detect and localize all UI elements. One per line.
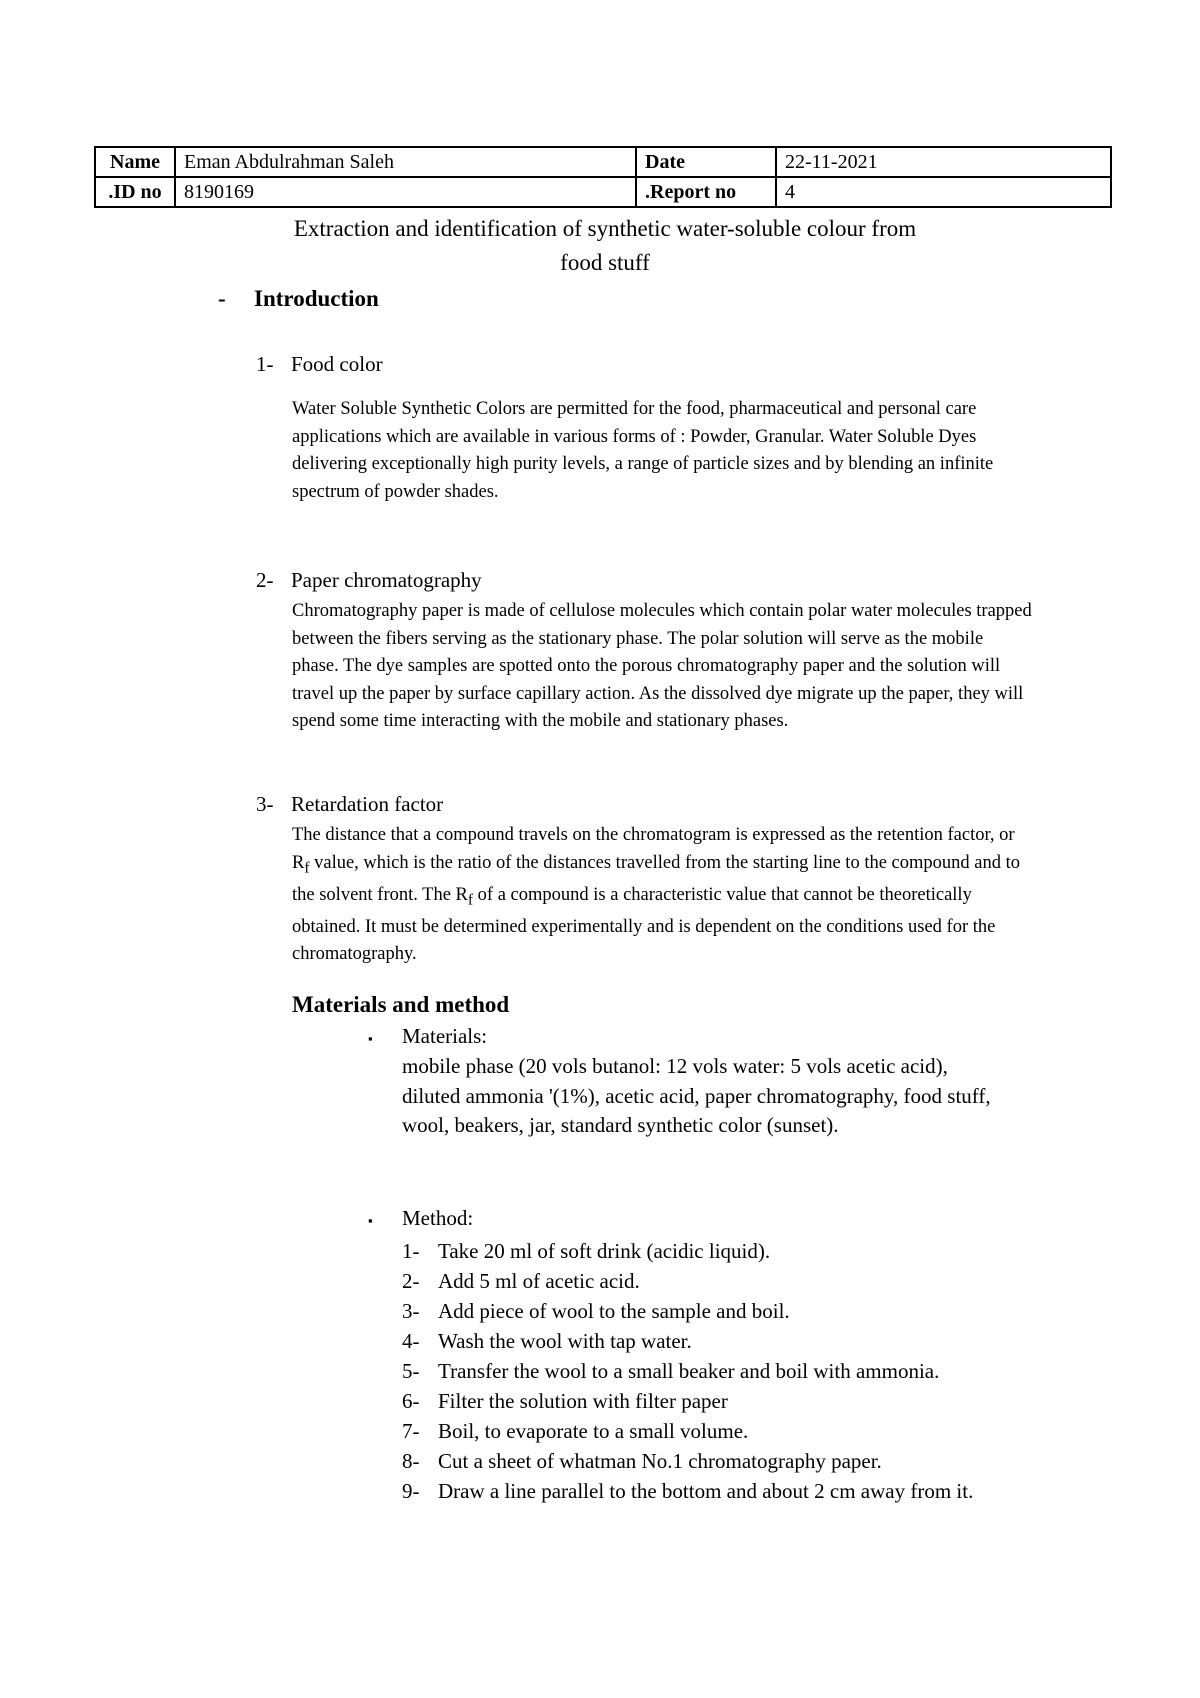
document-title <box>180 212 1030 280</box>
step-text: Draw a line parallel to the bottom and about 2 cm away from it. <box>438 1479 974 1503</box>
subsection-title: Food color <box>291 352 383 376</box>
paragraph-text: value, which is the ratio of the distances travelled from the starting line to the compound and to the solvent front. The R <box>292 852 1020 905</box>
step-text: Boil, to evaporate to a small volume. <box>438 1419 749 1443</box>
method-step <box>402 1446 1042 1476</box>
retardation-factor-paragraph <box>292 822 1032 969</box>
step-text: Wash the wool with tap water. <box>438 1329 692 1353</box>
method-step <box>402 1326 1042 1356</box>
method-step <box>402 1356 1042 1386</box>
method-step <box>402 1266 1042 1296</box>
step-text: Cut a sheet of whatman No.1 chromatography paper. <box>438 1449 882 1473</box>
step-text: Add 5 ml of acetic acid. <box>438 1269 640 1293</box>
step-number: 4- <box>402 1329 420 1353</box>
title-line-2: food stuff <box>560 250 650 275</box>
materials-list-text: mobile phase (20 vols butanol: 12 vols water: 5 vols acetic acid), diluted ammonia '(1%), acetic acid, paper chromatography, food stuff, wool, beakers, jar, standard synthetic color (sunset). <box>402 1054 991 1137</box>
method-label: Method: <box>402 1206 474 1230</box>
subscript-f: f <box>467 891 474 909</box>
step-text: Filter the solution with filter paper <box>438 1389 728 1413</box>
title-line-1: Extraction and identification of synthetic water-soluble colour from <box>293 216 917 241</box>
step-number: 9- <box>402 1479 420 1503</box>
method-step <box>402 1386 1042 1416</box>
step-number: 8- <box>402 1449 420 1473</box>
step-text: Add piece of wool to the sample and boil. <box>438 1299 790 1323</box>
step-number: 3- <box>402 1299 420 1323</box>
subscript-f: f <box>304 859 310 877</box>
id-value: 8190169 <box>175 177 636 207</box>
report-label: .Report no <box>636 177 776 207</box>
name-value: Eman Abdulrahman Saleh <box>175 147 636 177</box>
header-row-1 <box>95 147 1111 177</box>
date-value: 22-11-2021 <box>776 147 1111 177</box>
method-step <box>402 1476 1042 1506</box>
report-value: 4 <box>776 177 1111 207</box>
method-steps-list <box>402 1236 1042 1506</box>
paragraph-text: of a compound is a characteristic value that cannot be theoretically obtained. It must be determined experimentally and is dependent on the conditions used for the chromatography. <box>292 884 996 965</box>
step-number: 6- <box>402 1389 420 1413</box>
food-color-paragraph: Water Soluble Synthetic Colors are permitted for the food, pharmaceutical and personal care applications which are available in various forms of : Powder, Granular. Water Soluble Dyes delivering exceptionally high purity levels, a range of particle sizes and by blending an infinite spectrum of powder shades. <box>292 399 994 502</box>
step-text: Transfer the wool to a small beaker and boil with ammonia. <box>438 1359 940 1383</box>
step-number: 1- <box>402 1239 420 1263</box>
subsection-title: Retardation factor <box>291 792 444 816</box>
step-number: 7- <box>402 1419 420 1443</box>
id-label: .ID no <box>95 177 175 207</box>
date-label: Date <box>636 147 776 177</box>
step-number: 5- <box>402 1359 420 1383</box>
subsection-title: Paper chromatography <box>291 568 482 592</box>
introduction-dash: - <box>218 286 226 311</box>
method-step <box>402 1236 1042 1266</box>
paper-chromatography-paragraph: Chromatography paper is made of cellulose molecules which contain polar water molecules trapped between the fibers serving as the stationary phase. The polar solution will serve as the mobile phase. The dye samples are spotted onto the porous chromatography paper and the solution will travel up the paper by surface capillary action. As the dissolved dye migrate up the paper, they will spend some time interacting with the mobile and stationary phases. <box>292 601 1032 731</box>
name-label: Name <box>95 147 175 177</box>
introduction-heading: Introduction <box>254 286 379 311</box>
bullet-square-icon: ▪ <box>368 1213 373 1228</box>
subsection-number: 1- <box>256 352 274 376</box>
report-header-table <box>94 146 1112 208</box>
step-text: Take 20 ml of soft drink (acidic liquid). <box>438 1239 771 1263</box>
subsection-number: 2- <box>256 568 274 592</box>
header-row-2 <box>95 177 1111 207</box>
bullet-square-icon: ▪ <box>368 1031 373 1046</box>
method-step <box>402 1416 1042 1446</box>
materials-method-heading: Materials and method <box>292 992 510 1017</box>
paragraph-text: The distance that a compound travels on the chromatogram is expressed as the retention factor, or R <box>292 825 1015 873</box>
step-number: 2- <box>402 1269 420 1293</box>
materials-label: Materials: <box>402 1024 488 1048</box>
subsection-number: 3- <box>256 792 274 816</box>
method-step <box>402 1296 1042 1326</box>
